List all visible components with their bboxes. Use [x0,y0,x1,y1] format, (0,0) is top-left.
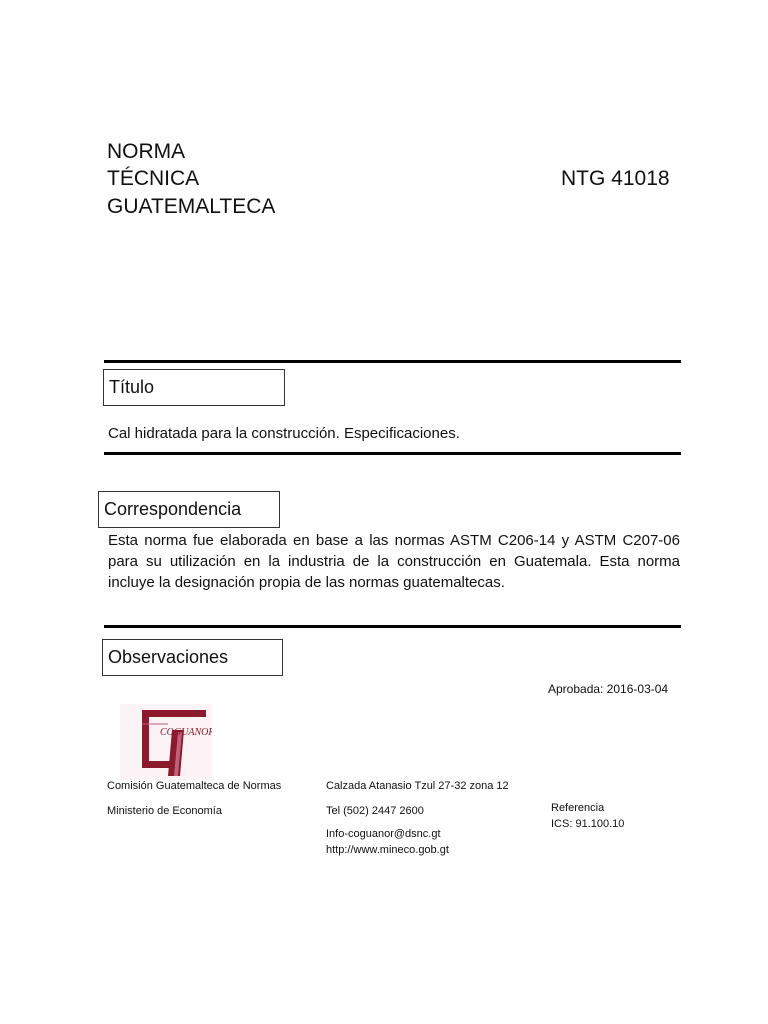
titulo-label-box [103,369,285,406]
email: Info-coguanor@dsnc.gt [326,828,441,840]
address: Calzada Atanasio Tzul 27-32 zona 12 [326,780,509,792]
observaciones-label-box [102,639,283,676]
titulo-label: Título [109,377,155,397]
observaciones-label: Observaciones [108,647,229,667]
coguanor-logo [120,704,212,780]
divider-titulo [104,452,681,455]
approval-date: Aprobada: 2016-03-04 [548,682,669,696]
norm-title-line-3: GUATEMALTECA [107,195,276,218]
divider-top [104,360,681,363]
org-name: Comisión Guatemalteca de Normas [107,780,282,792]
ics-code: ICS: 91.100.10 [551,818,625,830]
correspondencia-label-box [98,491,280,528]
divider-correspondencia [104,625,681,628]
norm-title-line-2: TÉCNICA [107,167,200,190]
website: http://www.mineco.gob.gt [326,844,449,856]
correspondencia-text: Esta norma fue elaborada en base a las normas ASTM C206-14 y ASTM C207-06 para su utilización en la industria de la construcción en Guatemala. Esta norma incluye la designación propia de las normas guatemaltecas. [108,532,680,591]
coguanor-logo-text: COGUANOR [160,727,212,738]
titulo-text: Cal hidratada para la construcción. Especificaciones. [108,425,460,442]
reference-label: Referencia [551,802,605,814]
coguanor-logo-icon [120,704,212,780]
correspondencia-label: Correspondencia [104,499,242,519]
norm-code: NTG 41018 [561,167,670,190]
norm-title-line-1: NORMA [107,140,186,163]
ministry-name: Ministerio de Economía [107,805,222,817]
phone: Tel (502) 2447 2600 [326,805,424,817]
